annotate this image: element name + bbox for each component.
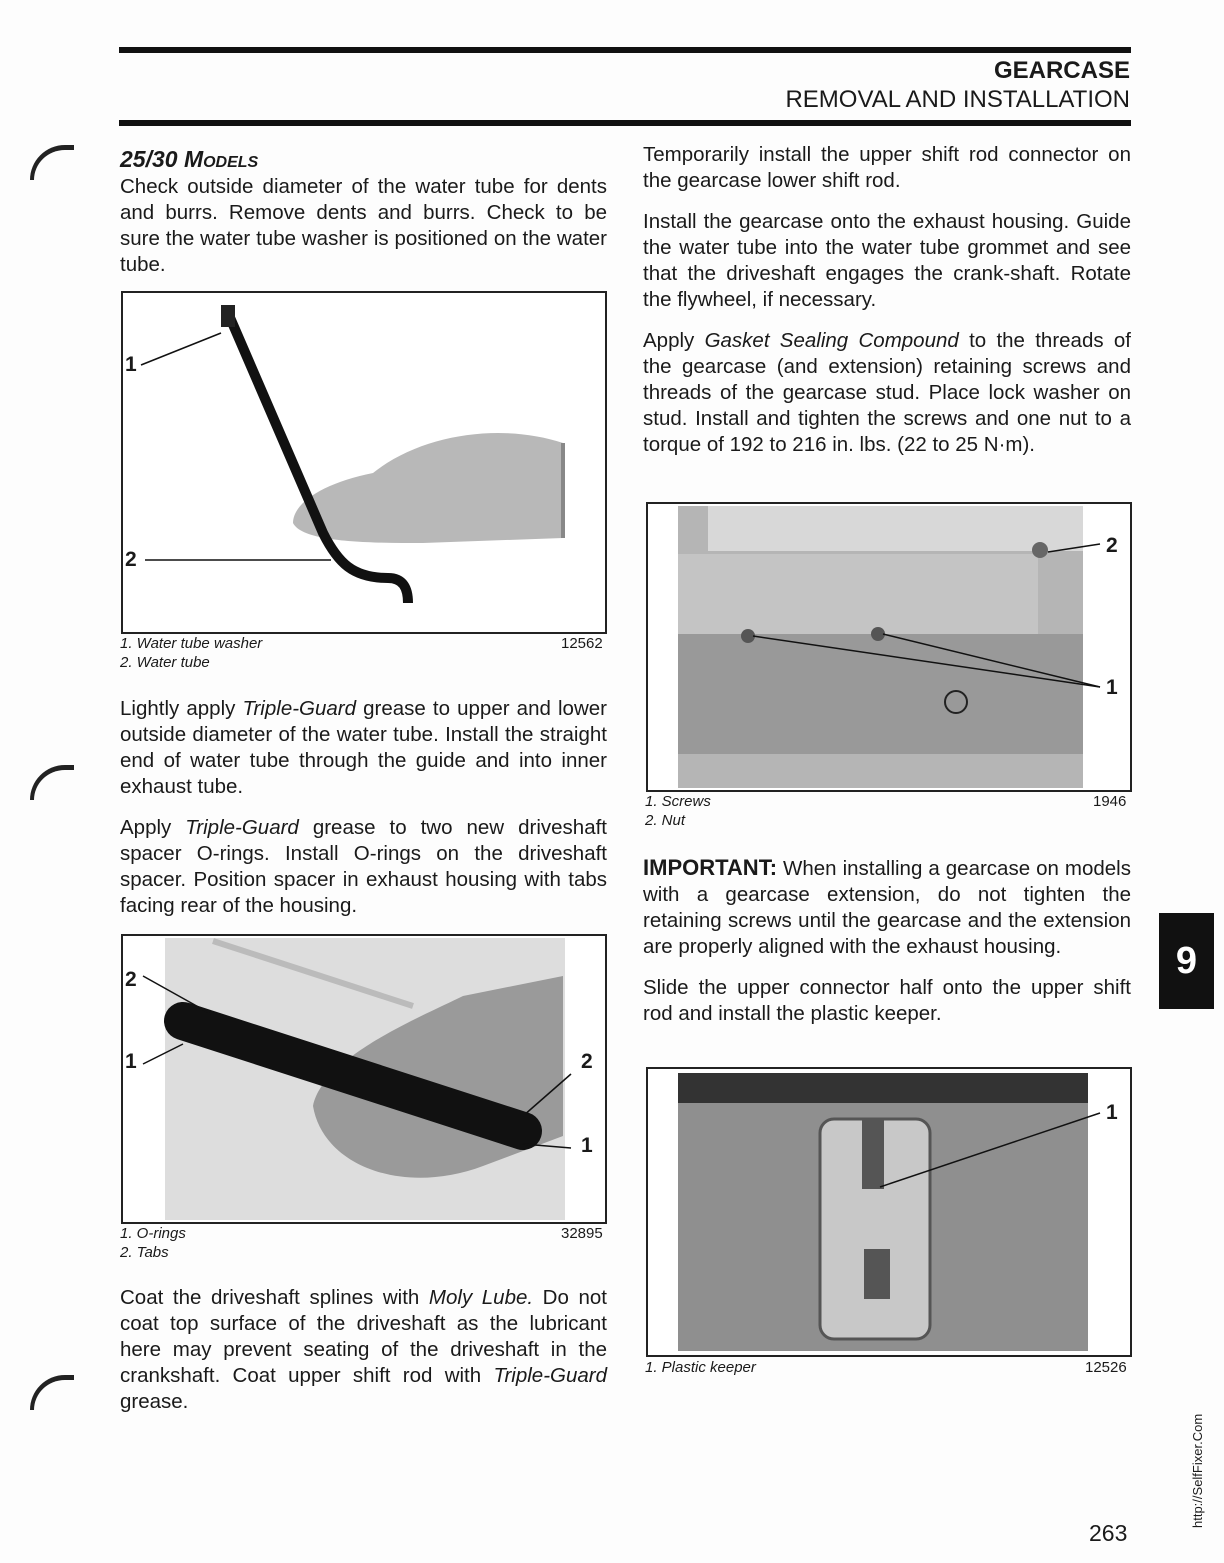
figure-number: 12562 (561, 635, 603, 652)
callout-2: 2 (125, 548, 137, 571)
callout-1: 1 (1106, 676, 1118, 699)
figure-number: 12526 (1085, 1359, 1127, 1376)
callout-1: 1 (1106, 1101, 1118, 1124)
paragraph: Slide the upper connector half onto the upper shift rod and install the plastic keeper. (643, 976, 1131, 1025)
page-number: 263 (1089, 1520, 1128, 1546)
header-subtitle: REMOVAL AND INSTALLATION (785, 86, 1130, 113)
right-column-mid (643, 855, 1131, 1042)
section-tab: 9 (1159, 913, 1214, 1009)
callout-1: 1 (125, 353, 137, 376)
callout-2: 2 (1106, 534, 1118, 557)
left-column-bottom (120, 1285, 607, 1430)
binder-hole-mark (30, 145, 74, 180)
paragraph: Temporarily install the upper shift rod connector on the gearcase lower shift rod. (643, 143, 1131, 192)
figure-plastic-keeper (646, 1067, 1132, 1357)
binder-hole-mark (30, 1375, 74, 1410)
header-title: GEARCASE (993, 57, 1130, 84)
paragraph: Coat the driveshaft splines with Moly Lube. Do not coat top surface of the driveshaft as the lubricant here may prevent seating of the driveshaft in the crankshaft. Coat upper shift rod with Triple-Guard grease. (120, 1286, 607, 1413)
caption-1: 1. Screws (645, 793, 711, 810)
caption-1: 1. Water tube washer (120, 635, 263, 652)
right-column (643, 142, 1131, 473)
watermark-url: http://SelfFixer.Com (1190, 1413, 1205, 1528)
paragraph: Lightly apply Triple-Guard grease to upper and lower outside diameter of the water tube. Install the straight end of water tube through the guide and into inner exhaust tube. (120, 697, 607, 798)
keeper-illustration (648, 1069, 1130, 1355)
gearcase-illustration (648, 504, 1130, 790)
figure-screws-nut (646, 502, 1132, 792)
caption-2: 2. Nut (645, 812, 686, 829)
header-rule-top (119, 47, 1131, 53)
callout-1: 1 (125, 1050, 137, 1073)
paragraph: Check outside diameter of the water tube for dents and burrs. Remove dents and burrs. Check to be sure the water tube washer is positioned on the water tube. (120, 175, 607, 276)
header-rule-bottom (119, 120, 1131, 126)
caption-2: 2. Tabs (120, 1244, 169, 1261)
figure-driveshaft-spacer (121, 934, 607, 1224)
figure-number: 1946 (1093, 793, 1127, 810)
left-column-mid (120, 696, 607, 934)
caption-1: 1. O-rings (120, 1225, 186, 1242)
callout-1: 1 (581, 1134, 593, 1157)
water-tube-illustration (123, 293, 605, 632)
caption-1: 1. Plastic keeper (645, 1359, 756, 1376)
spacer-illustration (123, 936, 605, 1222)
paragraph: Install the gearcase onto the exhaust housing. Guide the water tube into the water tube grommet and see that the driveshaft engages the crank-shaft. Rotate the flywheel, if necessary. (643, 210, 1131, 311)
caption-2: 2. Water tube (120, 654, 210, 671)
figure-water-tube (121, 291, 607, 634)
binder-hole-mark (30, 765, 74, 800)
callout-2: 2 (125, 968, 137, 991)
important-note: IMPORTANT: When installing a gearcase on models with a gearcase extension, do not tighten the retaining screws until the gearcase and the extension are properly aligned with the exhaust housing. (643, 855, 1131, 958)
callout-2: 2 (581, 1050, 593, 1073)
left-column (120, 144, 607, 293)
paragraph: Apply Gasket Sealing Compound to the threads of the gearcase (and extension) retaining screws and threads of the gearcase stud. Place lock washer on stud. Install and tighten the screws and one nut to a torque of 192 to 216 in. lbs. (22 to 25 N·m). (643, 329, 1131, 456)
section-heading: 25/30 Models (120, 146, 259, 172)
figure-number: 32895 (561, 1225, 603, 1242)
paragraph: Apply Triple-Guard grease to two new driveshaft spacer O-rings. Install O-rings on the driveshaft spacer. Position spacer in exhaust housing with tabs facing rear of the housing. (120, 816, 607, 917)
